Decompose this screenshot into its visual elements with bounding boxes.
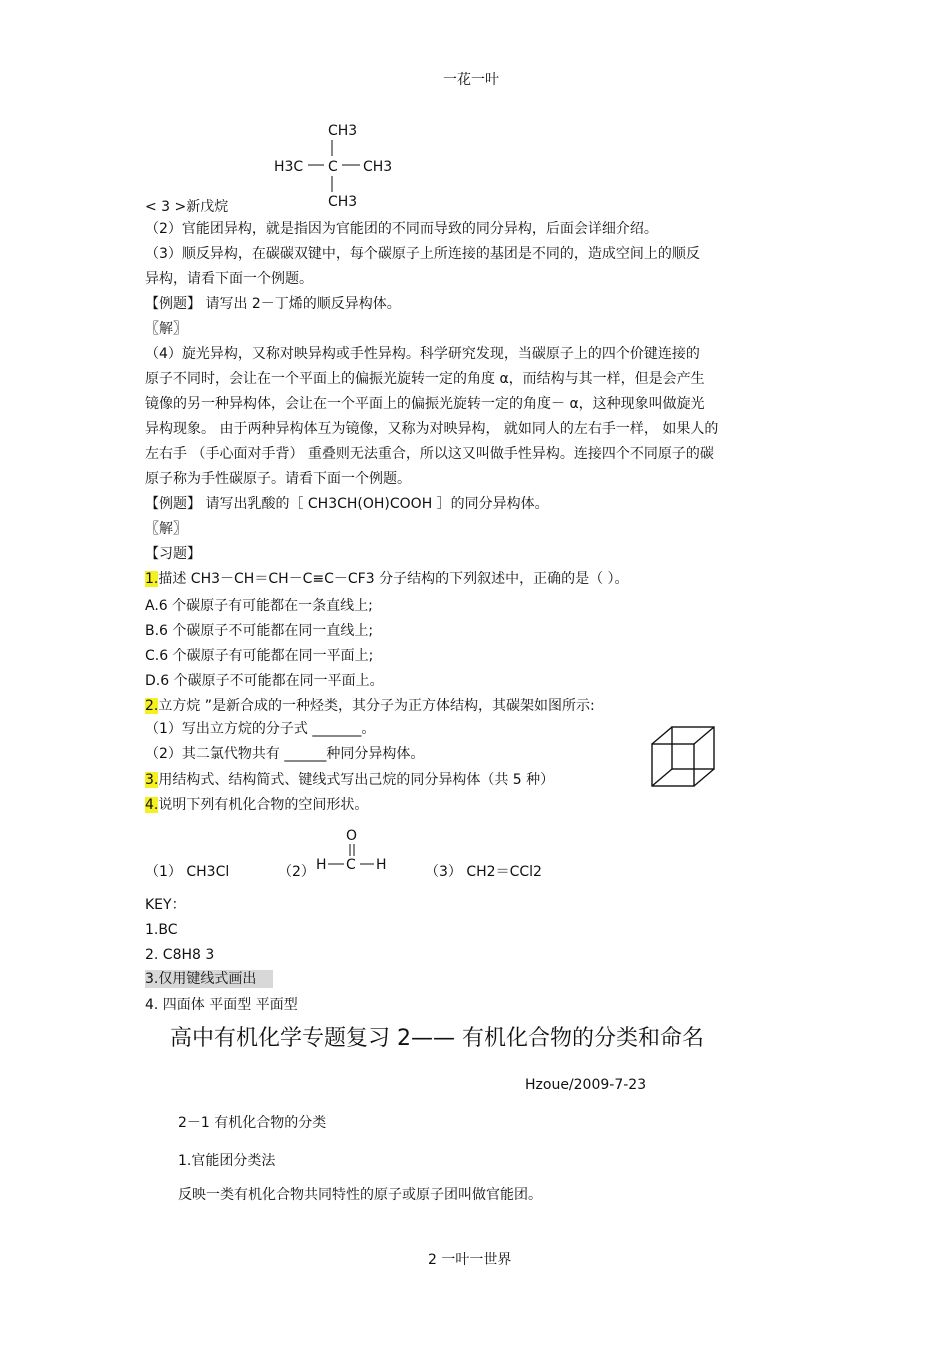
para-optical-2: 原子不同时，会让在一个平面上的偏振光旋转一定的角度 α，而结构与其一样，但是会产生 — [145, 371, 705, 387]
page-footer: 2 一叶一世界 — [428, 1252, 512, 1268]
h3c-label: H3C — [274, 159, 304, 175]
question-1-option-a: A.6 个碳原子有可能都在一条直线上; — [145, 598, 373, 614]
key-title: KEY： — [145, 897, 186, 913]
cubane-cube-figure — [650, 724, 720, 790]
question-2-sub-1: （1）写出立方烷的分子式 _______。 — [145, 721, 376, 737]
question-1-number: 1. — [145, 571, 159, 587]
solution-1: 〖解〗 — [145, 321, 187, 337]
q4-compound-2-label: （2） — [278, 864, 315, 880]
question-3-number: 3. — [145, 772, 159, 788]
chapter-title: 高中有机化学专题复习 2—— 有机化合物的分类和命名 — [170, 1026, 704, 1051]
question-1-option-d: D.6 个碳原子不可能都在同一平面上。 — [145, 673, 384, 689]
exercise-heading: 【习题】 — [145, 546, 201, 562]
para-cis-trans-1: （3）顺反异构，在碳碳双键中，每个碳原子上所连接的基团是不同的，造成空间上的顺反 — [145, 246, 700, 262]
ch3-right: CH3 — [363, 159, 393, 175]
question-2-number: 2. — [145, 698, 159, 714]
para-optical-1: （4）旋光异构，又称对映异构或手性异构。科学研究发现，当碳原子上的四个价键连接的 — [145, 346, 700, 362]
question-2-sub-2: （2）其二氯代物共有 ______种同分异构体。 — [145, 746, 425, 762]
para-functional-isomer: （2）官能团异构，就是指因为官能团的不同而导致的同分异构，后面会详细介绍。 — [145, 221, 658, 237]
question-4 — [145, 796, 368, 814]
question-4-stem: 说明下列有机化合物的空间形状。 — [158, 797, 369, 813]
q4-compound-3: （3） CH2＝CCl2 — [425, 864, 542, 880]
question-3-stem: 用结构式、结构简式、键线式写出己烷的同分异构体（共 5 种） — [158, 772, 555, 788]
neopentane-label: < 3 >新戊烷 — [145, 199, 229, 215]
example-1: 【例题】 请写出 2－丁烯的顺反异构体。 — [145, 296, 401, 312]
para-optical-6: 原子称为手性碳原子。请看下面一个例题。 — [145, 471, 411, 487]
question-1-option-c: C.6 个碳原子有可能都在同一平面上; — [145, 648, 374, 664]
oxygen-atom: O — [346, 828, 358, 844]
ch3-top: CH3 — [328, 123, 358, 139]
para-optical-5: 左右手 （手心面对手背） 重叠则无法重合，所以这又叫做手性异构。连接四个不同原子的碳 — [145, 446, 714, 462]
example-2: 【例题】 请写出乳酸的［ CH3CH(OH)COOH ］的同分异构体。 — [145, 496, 549, 512]
page-header: 一花一叶 — [443, 72, 499, 88]
key-3: 3.仅用键线式画出 — [145, 970, 273, 988]
para-optical-3: 镜像的另一种异构体，会让在一个平面上的偏振光旋转一定的角度－ α，这种现象叫做旋光 — [145, 396, 705, 412]
h-right-atom: H — [376, 857, 387, 873]
section-functional-group: 1.官能团分类法 — [178, 1153, 276, 1169]
para-cis-trans-2: 异构，请看下面一个例题。 — [145, 271, 313, 287]
solution-2: 〖解〗 — [145, 521, 187, 537]
question-4-number: 4. — [145, 797, 159, 813]
carbon-atom: C — [346, 857, 356, 873]
section-2-1: 2－1 有机化合物的分类 — [178, 1115, 327, 1131]
functional-group-definition: 反映一类有机化合物共同特性的原子或原子团叫做官能团。 — [178, 1187, 542, 1203]
question-3 — [145, 771, 554, 789]
question-1-stem: 描述 CH3－CH＝CH－C≡C－CF3 分子结构的下列叙述中，正确的是（ ）。 — [158, 571, 629, 587]
chapter-author-date: Hzoue/2009-7-23 — [525, 1077, 647, 1093]
h-left-atom: H — [316, 857, 327, 873]
q4-compound-1: （1） CH3Cl — [145, 864, 230, 880]
key-2: 2. C8H8 3 — [145, 947, 215, 963]
question-2 — [145, 697, 595, 715]
neopentane-structure — [270, 120, 410, 210]
central-c: C — [328, 159, 338, 175]
question-1 — [145, 570, 629, 588]
key-4: 4. 四面体 平面型 平面型 — [145, 997, 298, 1013]
formaldehyde-structure — [314, 826, 394, 876]
key-1: 1.BC — [145, 922, 178, 938]
ch3-bottom: CH3 — [328, 194, 358, 210]
para-optical-4: 异构现象。 由于两种异构体互为镜像，又称为对映异构， 就如同人的左右手一样， 如果人的 — [145, 421, 719, 437]
question-2-stem: 立方烷 ”是新合成的一种烃类，其分子为正方体结构，其碳架如图所示: — [158, 698, 595, 714]
question-1-option-b: B.6 个碳原子不可能都在同一直线上; — [145, 623, 374, 639]
